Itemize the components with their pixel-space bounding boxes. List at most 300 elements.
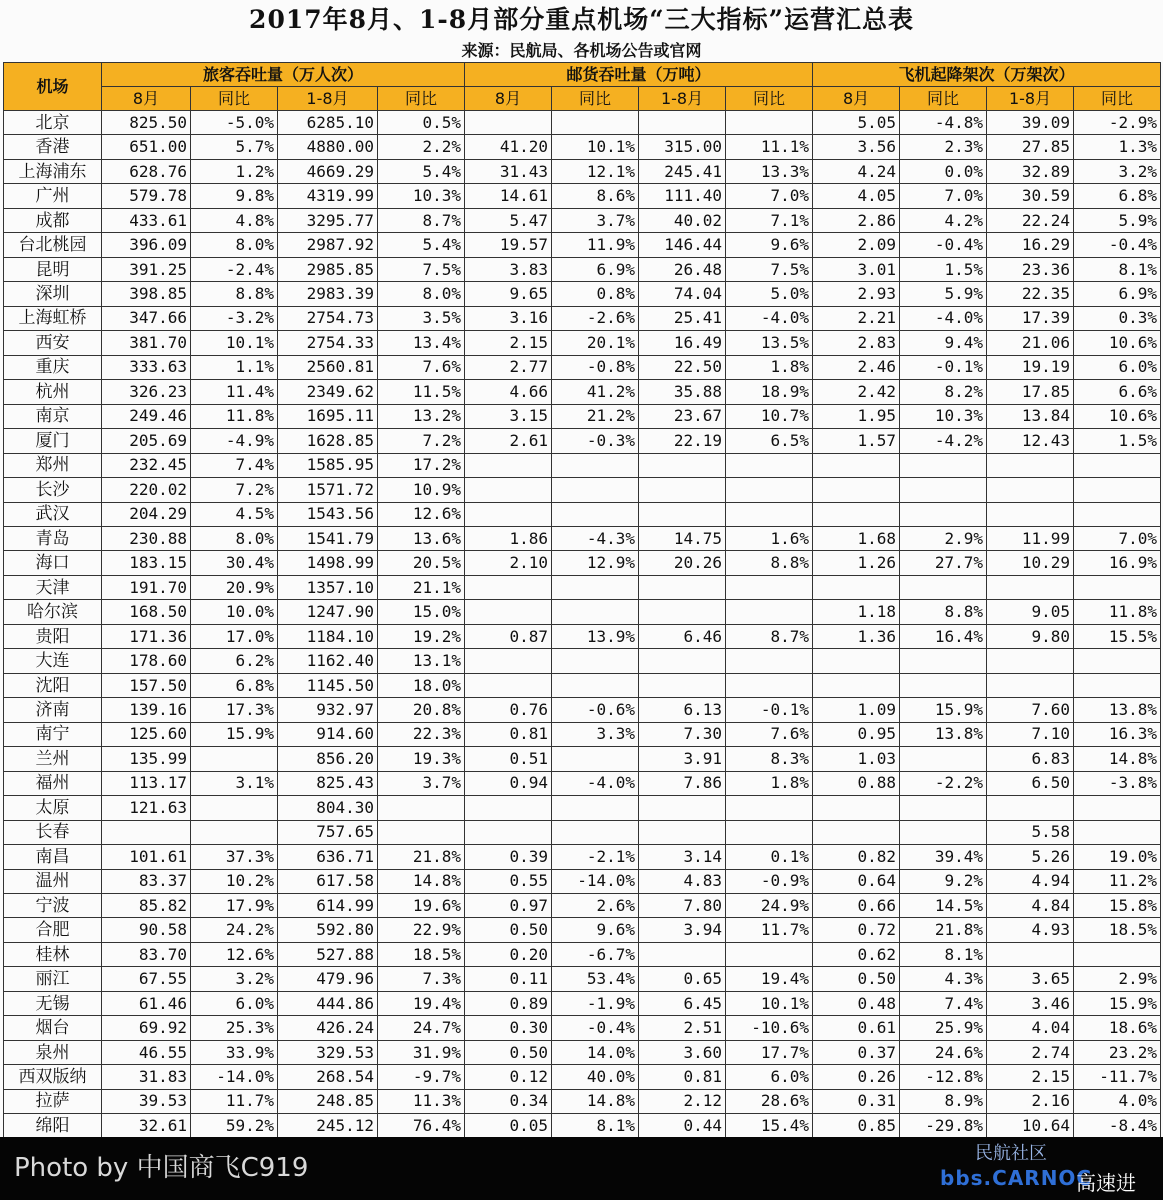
value-cell	[1074, 649, 1161, 673]
value-cell	[1074, 942, 1161, 966]
value-cell: 6285.10	[278, 111, 378, 135]
value-cell: 245.12	[278, 1114, 378, 1138]
value-cell	[465, 111, 552, 135]
value-cell: 4.3%	[900, 967, 987, 991]
value-cell: 9.6%	[552, 918, 639, 942]
value-cell: 7.0%	[1074, 526, 1161, 550]
value-cell: 8.2%	[900, 380, 987, 404]
value-cell: 9.8%	[191, 184, 278, 208]
value-cell: 7.1%	[726, 208, 813, 232]
value-cell: 1585.95	[278, 453, 378, 477]
value-cell: 12.43	[987, 429, 1074, 453]
value-cell: 6.83	[987, 747, 1074, 771]
value-cell	[639, 111, 726, 135]
value-cell: 1.8%	[726, 355, 813, 379]
airport-name-cell: 成都	[4, 208, 102, 232]
airport-name-cell: 郑州	[4, 453, 102, 477]
value-cell: 31.83	[102, 1065, 191, 1089]
value-cell	[639, 478, 726, 502]
value-cell: 40.02	[639, 208, 726, 232]
value-cell: 7.80	[639, 894, 726, 918]
value-cell: 18.5%	[1074, 918, 1161, 942]
subheader-ytd: 1-8月	[987, 87, 1074, 111]
value-cell	[552, 747, 639, 771]
value-cell: 16.9%	[1074, 551, 1161, 575]
photo-credit: Photo by 中国商飞C919	[14, 1153, 309, 1183]
table-row	[4, 208, 1161, 232]
value-cell: 25.3%	[191, 1016, 278, 1040]
value-cell: 7.2%	[191, 478, 278, 502]
value-cell	[726, 820, 813, 844]
value-cell: 1357.10	[278, 575, 378, 599]
airport-name-cell: 南京	[4, 404, 102, 428]
value-cell: 2.16	[987, 1089, 1074, 1113]
airport-name-cell: 上海浦东	[4, 159, 102, 183]
value-cell: -4.0%	[552, 771, 639, 795]
value-cell	[1074, 478, 1161, 502]
value-cell: 1.36	[813, 624, 900, 648]
table-row	[4, 1114, 1161, 1138]
airport-name-cell: 太原	[4, 796, 102, 820]
airport-name-cell: 丽江	[4, 967, 102, 991]
value-cell: 4.83	[639, 869, 726, 893]
value-cell: 2.6%	[552, 894, 639, 918]
value-cell: 101.61	[102, 845, 191, 869]
value-cell: 6.5%	[726, 429, 813, 453]
value-cell: 636.71	[278, 845, 378, 869]
airport-name-cell: 福州	[4, 771, 102, 795]
value-cell	[900, 478, 987, 502]
subheader-yoy: 同比	[191, 87, 278, 111]
value-cell: 37.3%	[191, 845, 278, 869]
value-cell	[552, 796, 639, 820]
value-cell: 0.11	[465, 967, 552, 991]
value-cell: 1.6%	[726, 526, 813, 550]
value-cell: 0.88	[813, 771, 900, 795]
value-cell: -4.0%	[726, 306, 813, 330]
value-cell: 3.2%	[191, 967, 278, 991]
value-cell: 7.4%	[900, 991, 987, 1015]
value-cell: 3.60	[639, 1040, 726, 1064]
value-cell	[639, 575, 726, 599]
value-cell	[813, 502, 900, 526]
value-cell	[813, 453, 900, 477]
value-cell: -0.1%	[900, 355, 987, 379]
value-cell: 183.15	[102, 551, 191, 575]
value-cell: 0.50	[813, 967, 900, 991]
value-cell: 11.1%	[726, 135, 813, 159]
value-cell: 220.02	[102, 478, 191, 502]
value-cell: 10.1%	[552, 135, 639, 159]
value-cell: 444.86	[278, 991, 378, 1015]
value-cell: 121.63	[102, 796, 191, 820]
value-cell: 17.3%	[191, 698, 278, 722]
value-cell: 914.60	[278, 722, 378, 746]
value-cell: -4.9%	[191, 429, 278, 453]
value-cell: 1184.10	[278, 624, 378, 648]
value-cell	[639, 796, 726, 820]
value-cell	[726, 649, 813, 673]
value-cell: 433.61	[102, 208, 191, 232]
value-cell: -29.8%	[900, 1114, 987, 1138]
value-cell: 17.9%	[191, 894, 278, 918]
airport-name-cell: 绵阳	[4, 1114, 102, 1138]
table-row	[4, 551, 1161, 575]
value-cell: 41.2%	[552, 380, 639, 404]
value-cell	[465, 575, 552, 599]
value-cell	[900, 575, 987, 599]
value-cell	[987, 453, 1074, 477]
value-cell: 85.82	[102, 894, 191, 918]
value-cell: -8.4%	[1074, 1114, 1161, 1138]
value-cell: 74.04	[639, 282, 726, 306]
value-cell: 0.66	[813, 894, 900, 918]
subheader-yoy: 同比	[1074, 87, 1161, 111]
value-cell: 13.84	[987, 404, 1074, 428]
value-cell: 10.6%	[1074, 404, 1161, 428]
table-row	[4, 331, 1161, 355]
value-cell: 21.8%	[900, 918, 987, 942]
value-cell	[378, 820, 465, 844]
subheader-month: 8月	[465, 87, 552, 111]
value-cell: 9.80	[987, 624, 1074, 648]
value-cell: -0.4%	[900, 233, 987, 257]
source-note: 来源：民航局、各机场公告或官网	[461, 41, 702, 60]
value-cell: 17.39	[987, 306, 1074, 330]
value-cell: 479.96	[278, 967, 378, 991]
value-cell: -9.7%	[378, 1065, 465, 1089]
value-cell: -11.7%	[1074, 1065, 1161, 1089]
value-cell: 19.6%	[378, 894, 465, 918]
value-cell: 10.0%	[191, 600, 278, 624]
value-cell: 1.3%	[1074, 135, 1161, 159]
value-cell: 111.40	[639, 184, 726, 208]
value-cell: 426.24	[278, 1016, 378, 1040]
value-cell	[552, 453, 639, 477]
value-cell: 46.55	[102, 1040, 191, 1064]
value-cell: 1145.50	[278, 673, 378, 697]
value-cell: 7.30	[639, 722, 726, 746]
table-row	[4, 820, 1161, 844]
value-cell: -4.2%	[900, 429, 987, 453]
value-cell: 15.9%	[1074, 991, 1161, 1015]
header-cargo: 邮货吞吐量（万吨）	[465, 63, 813, 87]
value-cell: 1.2%	[191, 159, 278, 183]
value-cell	[552, 502, 639, 526]
value-cell: 19.3%	[378, 747, 465, 771]
value-cell	[726, 673, 813, 697]
value-cell: 3.14	[639, 845, 726, 869]
value-cell: 398.85	[102, 282, 191, 306]
value-cell: 10.3%	[378, 184, 465, 208]
value-cell	[987, 673, 1074, 697]
value-cell: 8.1%	[900, 942, 987, 966]
airport-name-cell: 昆明	[4, 257, 102, 281]
value-cell: 1543.56	[278, 502, 378, 526]
value-cell: 13.6%	[378, 526, 465, 550]
subheader-ytd: 1-8月	[639, 87, 726, 111]
table-row	[4, 111, 1161, 135]
value-cell	[726, 942, 813, 966]
value-cell: 19.57	[465, 233, 552, 257]
value-cell: 2.42	[813, 380, 900, 404]
value-cell: -1.9%	[552, 991, 639, 1015]
value-cell: 0.31	[813, 1089, 900, 1113]
value-cell	[1074, 453, 1161, 477]
value-cell: 24.9%	[726, 894, 813, 918]
airport-name-cell: 深圳	[4, 282, 102, 306]
value-cell: 0.64	[813, 869, 900, 893]
value-cell: -2.6%	[552, 306, 639, 330]
value-cell: 804.30	[278, 796, 378, 820]
value-cell: 10.3%	[900, 404, 987, 428]
value-cell: 4.5%	[191, 502, 278, 526]
value-cell: 11.4%	[191, 380, 278, 404]
table-row	[4, 796, 1161, 820]
value-cell: 7.5%	[726, 257, 813, 281]
value-cell: 0.37	[813, 1040, 900, 1064]
value-cell: 14.8%	[1074, 747, 1161, 771]
value-cell: -12.8%	[900, 1065, 987, 1089]
value-cell: 11.9%	[552, 233, 639, 257]
value-cell: 2.09	[813, 233, 900, 257]
value-cell: 0.72	[813, 918, 900, 942]
value-cell: 0.65	[639, 967, 726, 991]
value-cell: 245.41	[639, 159, 726, 183]
value-cell: 6.45	[639, 991, 726, 1015]
header-airport: 机场	[4, 63, 102, 111]
table-row	[4, 624, 1161, 648]
value-cell	[726, 478, 813, 502]
value-cell: 1.68	[813, 526, 900, 550]
value-cell: 1.5%	[1074, 429, 1161, 453]
airport-name-cell: 重庆	[4, 355, 102, 379]
value-cell: 0.81	[465, 722, 552, 746]
value-cell: 6.0%	[726, 1065, 813, 1089]
value-cell: 1695.11	[278, 404, 378, 428]
value-cell: 0.85	[813, 1114, 900, 1138]
value-cell: 0.76	[465, 698, 552, 722]
value-cell: 5.9%	[900, 282, 987, 306]
value-cell: 23.36	[987, 257, 1074, 281]
value-cell: 2.93	[813, 282, 900, 306]
airport-name-cell: 西安	[4, 331, 102, 355]
value-cell: 5.9%	[1074, 208, 1161, 232]
value-cell: 13.2%	[378, 404, 465, 428]
airport-name-cell: 宁波	[4, 894, 102, 918]
value-cell: 7.6%	[726, 722, 813, 746]
value-cell	[726, 575, 813, 599]
value-cell: 8.0%	[191, 233, 278, 257]
value-cell: 1.8%	[726, 771, 813, 795]
table-row	[4, 355, 1161, 379]
value-cell: 30.59	[987, 184, 1074, 208]
value-cell: 8.7%	[726, 624, 813, 648]
value-cell: 15.4%	[726, 1114, 813, 1138]
value-cell: 0.05	[465, 1114, 552, 1138]
value-cell: 22.9%	[378, 918, 465, 942]
table-row	[4, 478, 1161, 502]
value-cell: 53.4%	[552, 967, 639, 991]
value-cell: 2.9%	[1074, 967, 1161, 991]
value-cell: 7.6%	[378, 355, 465, 379]
value-cell: 1.03	[813, 747, 900, 771]
value-cell: 2985.85	[278, 257, 378, 281]
value-cell	[639, 453, 726, 477]
value-cell: 12.1%	[552, 159, 639, 183]
table-row	[4, 771, 1161, 795]
value-cell: 15.0%	[378, 600, 465, 624]
value-cell: 5.4%	[378, 233, 465, 257]
airport-name-cell: 杭州	[4, 380, 102, 404]
value-cell: 11.8%	[1074, 600, 1161, 624]
value-cell: 315.00	[639, 135, 726, 159]
value-cell: 4.05	[813, 184, 900, 208]
value-cell	[813, 820, 900, 844]
value-cell	[465, 453, 552, 477]
value-cell: 12.6%	[378, 502, 465, 526]
value-cell	[465, 478, 552, 502]
value-cell: 157.50	[102, 673, 191, 697]
value-cell: 14.8%	[378, 869, 465, 893]
value-cell: 11.2%	[1074, 869, 1161, 893]
value-cell: 6.9%	[1074, 282, 1161, 306]
value-cell: 14.8%	[552, 1089, 639, 1113]
value-cell: 20.1%	[552, 331, 639, 355]
value-cell: 13.8%	[1074, 698, 1161, 722]
value-cell	[639, 649, 726, 673]
value-cell: -14.0%	[191, 1065, 278, 1089]
subheader-yoy: 同比	[378, 87, 465, 111]
value-cell: -4.0%	[900, 306, 987, 330]
value-cell: 16.29	[987, 233, 1074, 257]
value-cell: 21.06	[987, 331, 1074, 355]
value-cell: 3.94	[639, 918, 726, 942]
value-cell: 592.80	[278, 918, 378, 942]
value-cell: 13.1%	[378, 649, 465, 673]
value-cell: 1571.72	[278, 478, 378, 502]
value-cell: -2.1%	[552, 845, 639, 869]
value-cell: 17.7%	[726, 1040, 813, 1064]
value-cell: 10.6%	[1074, 331, 1161, 355]
value-cell: 13.8%	[900, 722, 987, 746]
value-cell: 0.50	[465, 918, 552, 942]
value-cell	[987, 502, 1074, 526]
value-cell: 6.0%	[191, 991, 278, 1015]
value-cell	[1074, 820, 1161, 844]
table-row	[4, 673, 1161, 697]
value-cell	[1074, 502, 1161, 526]
value-cell: -6.7%	[552, 942, 639, 966]
value-cell: 0.87	[465, 624, 552, 648]
airport-name-cell: 北京	[4, 111, 102, 135]
value-cell	[987, 575, 1074, 599]
value-cell	[378, 796, 465, 820]
airport-name-cell: 泉州	[4, 1040, 102, 1064]
value-cell: 7.2%	[378, 429, 465, 453]
table-row	[4, 429, 1161, 453]
header-movements: 飞机起降架次（万架次）	[813, 63, 1161, 87]
value-cell: 8.1%	[1074, 257, 1161, 281]
value-cell: 825.43	[278, 771, 378, 795]
value-cell: 2754.73	[278, 306, 378, 330]
value-cell: 396.09	[102, 233, 191, 257]
value-cell: 1628.85	[278, 429, 378, 453]
value-cell	[465, 796, 552, 820]
table-row	[4, 1040, 1161, 1064]
table-row	[4, 282, 1161, 306]
value-cell: 19.4%	[726, 967, 813, 991]
value-cell: 4319.99	[278, 184, 378, 208]
airport-name-cell: 济南	[4, 698, 102, 722]
table-row	[4, 894, 1161, 918]
value-cell: 113.17	[102, 771, 191, 795]
airport-name-cell: 温州	[4, 869, 102, 893]
value-cell: 0.95	[813, 722, 900, 746]
value-cell: 69.92	[102, 1016, 191, 1040]
value-cell: 6.8%	[191, 673, 278, 697]
value-cell	[552, 478, 639, 502]
value-cell: 12.6%	[191, 942, 278, 966]
value-cell: 178.60	[102, 649, 191, 673]
value-cell: -2.2%	[900, 771, 987, 795]
value-cell: 205.69	[102, 429, 191, 453]
airport-name-cell: 烟台	[4, 1016, 102, 1040]
value-cell: 0.39	[465, 845, 552, 869]
value-cell: 23.67	[639, 404, 726, 428]
value-cell: 0.5%	[378, 111, 465, 135]
airport-name-cell: 沈阳	[4, 673, 102, 697]
value-cell: 14.61	[465, 184, 552, 208]
value-cell: 1.26	[813, 551, 900, 575]
value-cell: -0.6%	[552, 698, 639, 722]
value-cell: 7.60	[987, 698, 1074, 722]
table-row	[4, 869, 1161, 893]
value-cell	[726, 502, 813, 526]
value-cell: 1.86	[465, 526, 552, 550]
value-cell: 2754.33	[278, 331, 378, 355]
value-cell: 1.5%	[900, 257, 987, 281]
value-cell: 10.9%	[378, 478, 465, 502]
value-cell: 1498.99	[278, 551, 378, 575]
value-cell: 25.9%	[900, 1016, 987, 1040]
value-cell	[900, 820, 987, 844]
value-cell: 3.46	[987, 991, 1074, 1015]
value-cell: 0.34	[465, 1089, 552, 1113]
value-cell: 6.13	[639, 698, 726, 722]
value-cell: 11.7%	[191, 1089, 278, 1113]
value-cell	[900, 673, 987, 697]
value-cell: 6.46	[639, 624, 726, 648]
value-cell: 0.55	[465, 869, 552, 893]
value-cell: 347.66	[102, 306, 191, 330]
value-cell: 14.75	[639, 526, 726, 550]
value-cell: 4.93	[987, 918, 1074, 942]
value-cell: 13.5%	[726, 331, 813, 355]
value-cell: 2.2%	[378, 135, 465, 159]
value-cell	[726, 600, 813, 624]
value-cell: 15.5%	[1074, 624, 1161, 648]
value-cell: 2349.62	[278, 380, 378, 404]
table-row	[4, 380, 1161, 404]
value-cell: 579.78	[102, 184, 191, 208]
table-row	[4, 747, 1161, 771]
subheader-month: 8月	[813, 87, 900, 111]
value-cell: 16.49	[639, 331, 726, 355]
value-cell: 8.1%	[552, 1114, 639, 1138]
value-cell: 30.4%	[191, 551, 278, 575]
value-cell: 17.2%	[378, 453, 465, 477]
